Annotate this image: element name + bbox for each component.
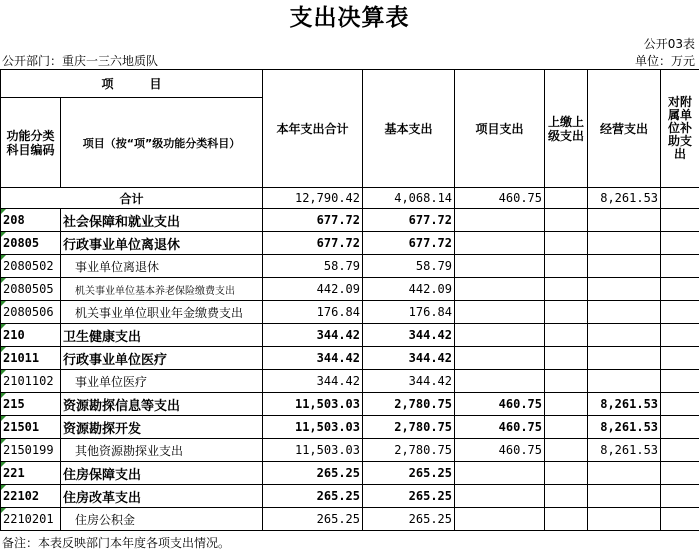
row-code-text: 2080506: [3, 305, 54, 319]
row-total: 265.25: [263, 485, 363, 508]
row-code: [1, 393, 61, 416]
header-code: 功能分类科目编码: [1, 98, 61, 188]
row-name: 资源勘探信息等支出: [61, 393, 263, 416]
row-project: [455, 278, 545, 301]
row-upper: [545, 209, 588, 232]
row-name: 其他资源勘探业支出: [61, 439, 263, 462]
header-item-group: 项 目: [1, 70, 263, 98]
row-name: 住房公积金: [61, 508, 263, 531]
row-code-text: 215: [3, 397, 25, 411]
row-name: 行政事业单位医疗: [61, 347, 263, 370]
row-subsidiary: [661, 255, 699, 278]
row-code: [1, 370, 61, 393]
table-row: [1, 301, 699, 324]
total-project: 460.75: [455, 188, 545, 209]
row-subsidiary: [661, 462, 699, 485]
row-upper: [545, 324, 588, 347]
table-row: [1, 508, 699, 531]
row-code: [1, 255, 61, 278]
row-code: [1, 347, 61, 370]
row-basic: 265.25: [363, 508, 455, 531]
header-subsidiary: 对附属单位补助支出: [661, 70, 699, 188]
row-code-text: 2101102: [3, 374, 54, 388]
table-row: [1, 255, 699, 278]
row-subsidiary: [661, 439, 699, 462]
row-upper: [545, 393, 588, 416]
row-project: [455, 301, 545, 324]
cell-marker-icon: [1, 508, 6, 513]
row-name: 行政事业单位离退休: [61, 232, 263, 255]
row-basic: 265.25: [363, 485, 455, 508]
row-name: 社会保障和就业支出: [61, 209, 263, 232]
table-row: [1, 416, 699, 439]
row-basic: 344.42: [363, 347, 455, 370]
row-basic: 677.72: [363, 232, 455, 255]
row-subsidiary: [661, 485, 699, 508]
department-label: 公开部门：重庆一三六地质队: [2, 54, 159, 68]
expenditure-table: [0, 69, 699, 531]
row-basic: 265.25: [363, 462, 455, 485]
row-name: 事业单位离退休: [61, 255, 263, 278]
row-basic: 344.42: [363, 370, 455, 393]
row-code: [1, 209, 61, 232]
table-row: [1, 439, 699, 462]
row-project: 460.75: [455, 393, 545, 416]
row-total: 265.25: [263, 462, 363, 485]
report-title: 支出决算表: [289, 4, 410, 31]
cell-marker-icon: [1, 255, 6, 260]
row-business: [588, 485, 661, 508]
row-total: 176.84: [263, 301, 363, 324]
row-total: 265.25: [263, 508, 363, 531]
cell-marker-icon: [1, 485, 6, 490]
row-basic: 2,780.75: [363, 439, 455, 462]
row-upper: [545, 370, 588, 393]
header-business: 经营支出: [588, 70, 661, 188]
row-upper: [545, 485, 588, 508]
row-business: [588, 324, 661, 347]
cell-marker-icon: [1, 416, 6, 421]
row-upper: [545, 462, 588, 485]
row-total: 344.42: [263, 324, 363, 347]
row-subsidiary: [661, 347, 699, 370]
cell-marker-icon: [1, 278, 6, 283]
row-basic: 2,780.75: [363, 416, 455, 439]
row-upper: [545, 232, 588, 255]
row-code-text: 21011: [3, 351, 40, 365]
row-subsidiary: [661, 370, 699, 393]
row-subsidiary: [661, 278, 699, 301]
row-project: [455, 485, 545, 508]
row-upper: [545, 301, 588, 324]
row-code: [1, 416, 61, 439]
row-code-text: 221: [3, 466, 25, 480]
row-project: [455, 462, 545, 485]
row-code-text: 2080505: [3, 282, 54, 296]
cell-marker-icon: [1, 462, 6, 467]
row-project: [455, 370, 545, 393]
row-total: 58.79: [263, 255, 363, 278]
row-business: [588, 232, 661, 255]
row-code-text: 2210201: [3, 512, 54, 526]
row-total: 344.42: [263, 347, 363, 370]
header-basic: 基本支出: [363, 70, 455, 188]
row-code-text: 2150199: [3, 443, 54, 457]
cell-marker-icon: [1, 347, 6, 352]
footnote: 备注：本表反映部门本年度各项支出情况。: [2, 536, 231, 550]
row-project: 460.75: [455, 439, 545, 462]
form-code: 公开03表: [643, 37, 695, 51]
row-upper: [545, 439, 588, 462]
row-project: [455, 508, 545, 531]
row-basic: 677.72: [363, 209, 455, 232]
total-upper: [545, 188, 588, 209]
row-upper: [545, 347, 588, 370]
header-name: 项目（按“项”级功能分类科目）: [61, 98, 263, 188]
row-business: [588, 370, 661, 393]
cell-marker-icon: [1, 232, 6, 237]
row-total: 11,503.03: [263, 416, 363, 439]
row-project: [455, 209, 545, 232]
cell-marker-icon: [1, 324, 6, 329]
table-row: [1, 393, 699, 416]
total-row: [1, 188, 699, 209]
table-body: [1, 209, 699, 531]
row-code-text: 21501: [3, 420, 40, 434]
row-total: 11,503.03: [263, 393, 363, 416]
row-name: 机关事业单位基本养老保险缴费支出: [61, 278, 263, 301]
row-upper: [545, 508, 588, 531]
row-total: 677.72: [263, 209, 363, 232]
unit-label: 单位：万元: [634, 54, 695, 68]
header-project: 项目支出: [455, 70, 545, 188]
table-header: [1, 70, 699, 209]
cell-marker-icon: [1, 439, 6, 444]
row-code: [1, 278, 61, 301]
row-subsidiary: [661, 232, 699, 255]
row-code: [1, 301, 61, 324]
row-business: [588, 209, 661, 232]
row-code-text: 208: [3, 213, 25, 227]
row-project: [455, 255, 545, 278]
table-row: [1, 485, 699, 508]
row-subsidiary: [661, 416, 699, 439]
row-total: 11,503.03: [263, 439, 363, 462]
row-upper: [545, 278, 588, 301]
row-basic: 58.79: [363, 255, 455, 278]
cell-marker-icon: [1, 209, 6, 214]
row-total: 442.09: [263, 278, 363, 301]
row-total: 677.72: [263, 232, 363, 255]
row-code-text: 22102: [3, 489, 40, 503]
row-subsidiary: [661, 324, 699, 347]
row-business: 8,261.53: [588, 416, 661, 439]
row-upper: [545, 416, 588, 439]
row-basic: 176.84: [363, 301, 455, 324]
row-code: [1, 439, 61, 462]
row-business: [588, 508, 661, 531]
row-project: [455, 347, 545, 370]
row-code: [1, 508, 61, 531]
total-subsidiary: [661, 188, 699, 209]
cell-marker-icon: [1, 301, 6, 306]
row-business: [588, 278, 661, 301]
row-code: [1, 462, 61, 485]
row-business: [588, 255, 661, 278]
total-business: 8,261.53: [588, 188, 661, 209]
table-row: [1, 370, 699, 393]
row-name: 卫生健康支出: [61, 324, 263, 347]
row-business: 8,261.53: [588, 439, 661, 462]
row-business: [588, 301, 661, 324]
row-subsidiary: [661, 393, 699, 416]
row-subsidiary: [661, 301, 699, 324]
table-row: [1, 209, 699, 232]
row-total: 344.42: [263, 370, 363, 393]
row-business: [588, 347, 661, 370]
table-row: [1, 462, 699, 485]
row-code-text: 20805: [3, 236, 40, 250]
total-basic: 4,068.14: [363, 188, 455, 209]
row-code-text: 210: [3, 328, 25, 342]
row-project: 460.75: [455, 416, 545, 439]
row-name: 事业单位医疗: [61, 370, 263, 393]
total-total: 12,790.42: [263, 188, 363, 209]
row-name: 资源勘探开发: [61, 416, 263, 439]
row-subsidiary: [661, 209, 699, 232]
header-total: 本年支出合计: [263, 70, 363, 188]
row-code: [1, 485, 61, 508]
table-row: [1, 324, 699, 347]
header-upper: 上缴上级支出: [545, 70, 588, 188]
row-basic: 442.09: [363, 278, 455, 301]
row-code: [1, 232, 61, 255]
row-subsidiary: [661, 508, 699, 531]
row-project: [455, 232, 545, 255]
row-code: [1, 324, 61, 347]
row-basic: 2,780.75: [363, 393, 455, 416]
table-row: [1, 347, 699, 370]
row-name: 机关事业单位职业年金缴费支出: [61, 301, 263, 324]
row-name: 住房保障支出: [61, 462, 263, 485]
cell-marker-icon: [1, 370, 6, 375]
row-business: 8,261.53: [588, 393, 661, 416]
cell-marker-icon: [1, 393, 6, 398]
row-upper: [545, 255, 588, 278]
row-basic: 344.42: [363, 324, 455, 347]
table-row: [1, 278, 699, 301]
row-project: [455, 324, 545, 347]
table-row: [1, 232, 699, 255]
row-business: [588, 462, 661, 485]
total-label: 合计: [1, 188, 263, 209]
row-code-text: 2080502: [3, 259, 54, 273]
row-name: 住房改革支出: [61, 485, 263, 508]
